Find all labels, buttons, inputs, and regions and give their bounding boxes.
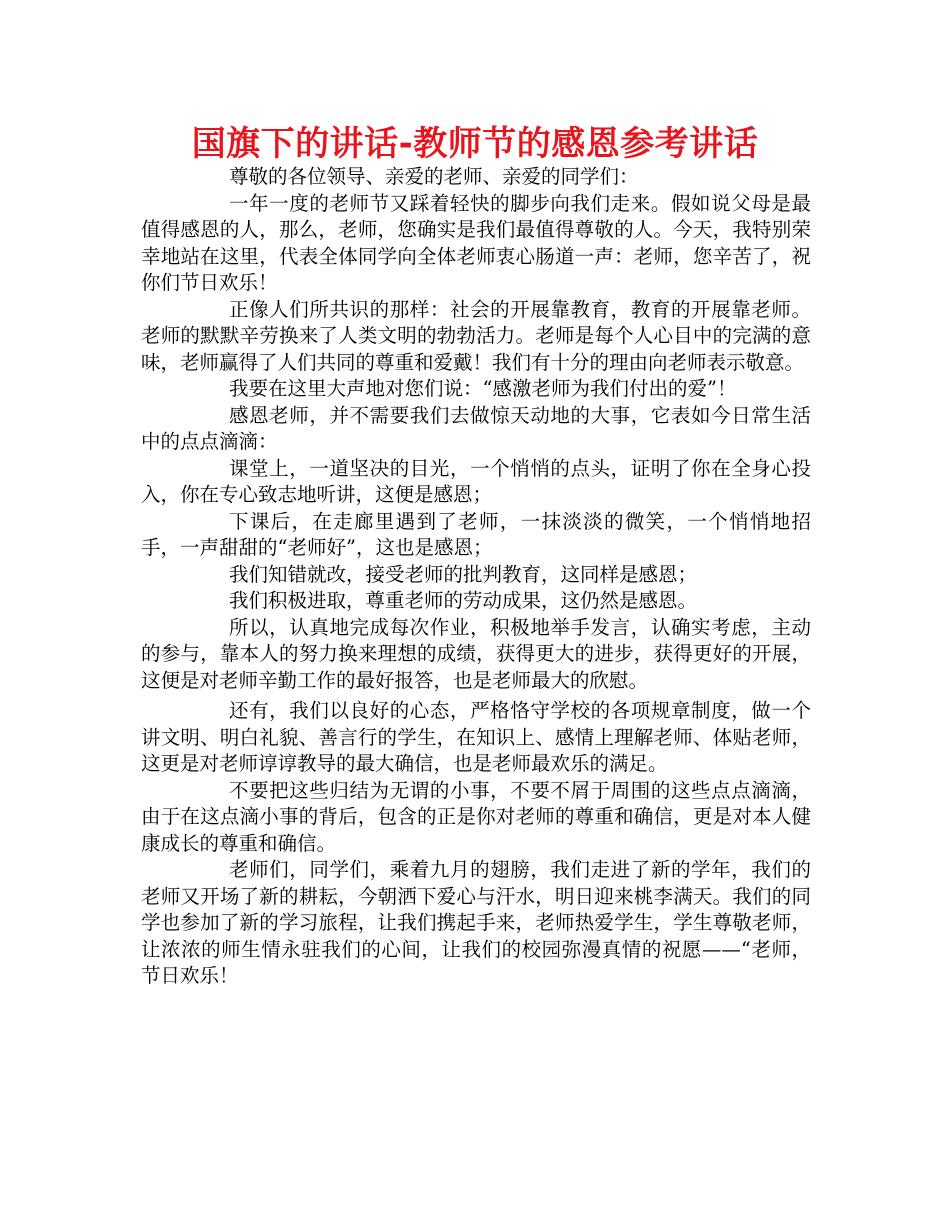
- document-title: 国旗下的讲话-教师节的感恩参考讲话: [191, 124, 759, 164]
- paragraph-11: 不要把这些归结为无谓的小事，不要不屑于周围的这些点点滴滴，由于在这点滴小事的背后，包含的正是你对老师的尊重和确信，更是对本人健康成长的尊重和确信。: [141, 778, 811, 855]
- paragraph-7: 我们知错就改，接受老师的批判教育，这同样是感恩；: [229, 562, 698, 586]
- document-body: [141, 164, 811, 990]
- paragraph-6: 下课后，在走廊里遇到了老师，一抹淡淡的微笑，一个悄悄地招手，一声甜甜的“老师好”，这也是感恩；: [141, 509, 811, 559]
- paragraph-5: 课堂上，一道坚决的目光，一个悄悄的点头，证明了你在全身心投入，你在专心致志地听讲，这便是感恩；: [141, 456, 811, 506]
- paragraph-8: 我们积极进取，尊重老师的劳动成果，这仍然是感恩。: [229, 589, 698, 612]
- paragraph-9: 所以，认真地完成每次作业，积极地举手发言，认确实考虑，主动的参与，靠本人的努力换来理想的成绩，获得更大的进步，获得更好的开展，这便是对老师辛勤工作的最好报答，也是老师最大的欣慰。: [141, 615, 811, 692]
- paragraph-3: 我要在这里大声地对您们说：“感激老师为我们付出的爱”！: [229, 377, 737, 400]
- paragraph-1: 一年一度的老师节又踩着轻快的脚步向我们走来。假如说父母是最值得感恩的人，那么，老师，您确实是我们最值得尊敬的人。今天，我特别荣幸地站在这里，代表全体同学向全体老师衷心肠道一声：老师，您辛苦了，祝你们节日欢乐！: [141, 191, 811, 294]
- paragraph-12: 老师们，同学们，乘着九月的翅膀，我们走进了新的学年，我们的老师又开场了新的耕耘，今朝洒下爱心与汗水，明日迎来桃李满天。我们的同学也参加了新的学习旅程，让我们携起手来，老师热爱学生，学生尊敬老师，让浓浓的师生情永驻我们的心间，让我们的校园弥漫真情的祝愿——“老师，节日欢乐！: [141, 858, 811, 987]
- paragraph-2: 正像人们所共识的那样：社会的开展靠教育，教育的开展靠老师。老师的默默辛劳换来了人类文明的勃勃活力。老师是每个人心目中的完满的意味，老师赢得了人们共同的尊重和爱戴！我们有十分的理由向老师表示敬意。: [141, 297, 811, 374]
- paragraph-10: 还有，我们以良好的心态，严格恪守学校的各项规章制度，做一个讲文明、明白礼貌、善言行的学生，在知识上、感情上理解老师、体贴老师，这更是对老师谆谆教导的最大确信，也是老师最欢乐的满足。: [141, 699, 811, 775]
- paragraph-4: 感恩老师，并不需要我们去做惊天动地的大事，它表如今日常生活中的点点滴滴：: [141, 403, 811, 453]
- paragraph-salutation: 尊敬的各位领导、亲爱的老师、亲爱的同学们：: [229, 165, 639, 188]
